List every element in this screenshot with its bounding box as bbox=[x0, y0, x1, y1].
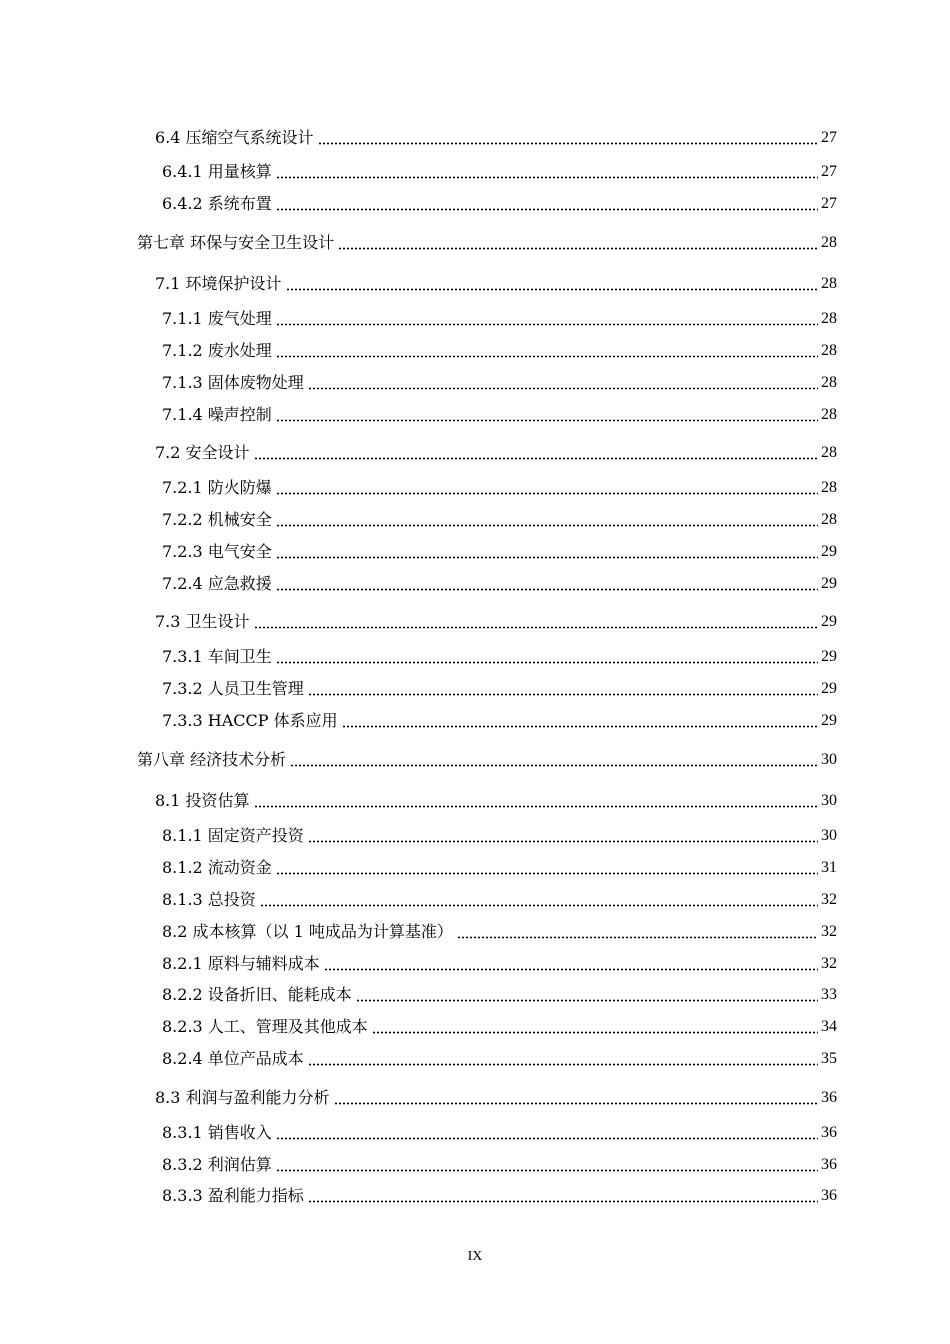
toc-dot-leader bbox=[276, 579, 818, 591]
toc-entry[interactable] bbox=[155, 789, 837, 811]
toc-entry-label: 7.2.3 电气安全 bbox=[162, 542, 272, 561]
toc-entry-label: 6.4 压缩空气系统设计 bbox=[155, 128, 314, 147]
toc-dot-leader bbox=[286, 279, 818, 291]
toc-entry-page: 30 bbox=[821, 792, 837, 809]
toc-dot-leader bbox=[276, 167, 818, 179]
toc-entry-page: 35 bbox=[821, 1050, 837, 1067]
toc-dot-leader bbox=[318, 133, 818, 145]
toc-entry[interactable] bbox=[155, 610, 837, 632]
toc-entry-label: 8.3.2 利润估算 bbox=[162, 1155, 272, 1174]
toc-dot-leader bbox=[276, 410, 818, 422]
toc-dot-leader bbox=[276, 547, 818, 559]
toc-entry-page: 27 bbox=[821, 163, 837, 180]
toc-entry-page: 28 bbox=[821, 444, 837, 461]
toc-entry-page: 32 bbox=[821, 891, 837, 908]
toc-dot-leader bbox=[308, 1054, 818, 1066]
toc-dot-leader bbox=[254, 617, 818, 629]
toc-entry[interactable] bbox=[162, 983, 837, 1005]
toc-entry-page: 30 bbox=[821, 751, 837, 768]
toc-entry-label: 8.3.1 销售收入 bbox=[162, 1123, 272, 1142]
toc-entry-label: 7.2.1 防火防爆 bbox=[162, 478, 272, 497]
toc-dot-leader bbox=[457, 927, 818, 939]
toc-entry[interactable] bbox=[162, 339, 837, 361]
toc-entry[interactable] bbox=[162, 1047, 837, 1069]
toc-entry-page: 28 bbox=[821, 511, 837, 528]
toc-dot-leader bbox=[276, 199, 818, 211]
toc-dot-leader bbox=[276, 652, 818, 664]
toc-entry-label: 第七章 环保与安全卫生设计 bbox=[137, 233, 335, 252]
toc-dot-leader bbox=[338, 238, 818, 250]
toc-entry[interactable] bbox=[162, 1121, 837, 1143]
toc-entry[interactable] bbox=[162, 476, 837, 498]
toc-entry-label: 6.4.2 系统布置 bbox=[162, 194, 272, 213]
toc-entry[interactable] bbox=[162, 540, 837, 562]
toc-dot-leader bbox=[308, 1191, 818, 1203]
toc-entry-page: 36 bbox=[821, 1187, 837, 1204]
toc-entry-page: 29 bbox=[821, 680, 837, 697]
toc-entry[interactable] bbox=[155, 441, 837, 463]
toc-entry-label: 第八章 经济技术分析 bbox=[137, 750, 287, 769]
toc-dot-leader bbox=[290, 755, 818, 767]
toc-dot-leader bbox=[308, 378, 818, 390]
toc-entry[interactable] bbox=[162, 677, 837, 699]
toc-entry-label: 8.2.4 单位产品成本 bbox=[162, 1049, 304, 1068]
toc-entry[interactable] bbox=[162, 508, 837, 530]
toc-entry-label: 6.4.1 用量核算 bbox=[162, 162, 272, 181]
toc-entry[interactable] bbox=[162, 709, 837, 731]
toc-dot-leader bbox=[254, 448, 818, 460]
toc-entry-page: 33 bbox=[821, 986, 837, 1003]
toc-entry-label: 8.1.3 总投资 bbox=[162, 890, 256, 909]
toc-entry-label: 7.3.2 人员卫生管理 bbox=[162, 679, 304, 698]
toc-entry-label: 7.1.4 噪声控制 bbox=[162, 405, 272, 424]
toc-dot-leader bbox=[276, 515, 818, 527]
toc-dot-leader bbox=[308, 684, 818, 696]
toc-entry-page: 27 bbox=[821, 129, 837, 146]
toc-entry[interactable] bbox=[162, 920, 837, 942]
toc-entry-label: 7.1.2 废水处理 bbox=[162, 341, 272, 360]
toc-entry[interactable] bbox=[155, 272, 837, 294]
toc-entry-page: 28 bbox=[821, 310, 837, 327]
toc-entry-label: 8.1.2 流动资金 bbox=[162, 858, 272, 877]
toc-entry-page: 28 bbox=[821, 374, 837, 391]
toc-entry-label: 7.1 环境保护设计 bbox=[155, 274, 282, 293]
toc-entry-page: 28 bbox=[821, 234, 837, 251]
toc-dot-leader bbox=[260, 895, 818, 907]
toc-entry-page: 36 bbox=[821, 1156, 837, 1173]
toc-entry-label: 8.2.1 原料与辅料成本 bbox=[162, 954, 320, 973]
toc-entry-page: 29 bbox=[821, 543, 837, 560]
toc-entry[interactable] bbox=[137, 748, 837, 770]
toc-entry[interactable] bbox=[162, 572, 837, 594]
toc-entry-label: 7.2 安全设计 bbox=[155, 443, 250, 462]
toc-entry[interactable] bbox=[155, 1086, 837, 1108]
toc-entry[interactable] bbox=[162, 1153, 837, 1175]
toc-dot-leader bbox=[356, 990, 818, 1002]
toc-entry[interactable] bbox=[162, 403, 837, 425]
toc-entry-page: 36 bbox=[821, 1124, 837, 1141]
toc-dot-leader bbox=[276, 483, 818, 495]
toc-entry[interactable] bbox=[162, 1015, 837, 1037]
toc-entry[interactable] bbox=[162, 645, 837, 667]
toc-entry-page: 30 bbox=[821, 827, 837, 844]
toc-entry-page: 29 bbox=[821, 613, 837, 630]
toc-entry-page: 28 bbox=[821, 479, 837, 496]
toc-entry-label: 7.1.3 固体废物处理 bbox=[162, 373, 304, 392]
toc-dot-leader bbox=[276, 863, 818, 875]
toc-entry-label: 8.3.3 盈利能力指标 bbox=[162, 1186, 304, 1205]
toc-entry[interactable] bbox=[162, 307, 837, 329]
toc-entry-label: 8.3 利润与盈利能力分析 bbox=[155, 1088, 330, 1107]
toc-entry[interactable] bbox=[162, 160, 837, 182]
toc-entry-label: 7.3.3 HACCP 体系应用 bbox=[162, 711, 338, 730]
toc-entry-page: 32 bbox=[821, 955, 837, 972]
toc-entry-page: 34 bbox=[821, 1018, 837, 1035]
toc-entry-label: 8.1.1 固定资产投资 bbox=[162, 826, 304, 845]
toc-entry-label: 7.1.1 废气处理 bbox=[162, 309, 272, 328]
toc-entry[interactable] bbox=[137, 231, 837, 253]
toc-entry[interactable] bbox=[155, 126, 837, 148]
toc-dot-leader bbox=[372, 1022, 818, 1034]
toc-entry[interactable] bbox=[162, 824, 837, 846]
toc-entry[interactable] bbox=[162, 371, 837, 393]
toc-entry[interactable] bbox=[162, 952, 837, 974]
toc-dot-leader bbox=[308, 831, 818, 843]
toc-entry-page: 29 bbox=[821, 648, 837, 665]
toc-dot-leader bbox=[276, 314, 818, 326]
toc-dot-leader bbox=[276, 1160, 818, 1172]
toc-entry-page: 28 bbox=[821, 342, 837, 359]
toc-entry-label: 8.1 投资估算 bbox=[155, 791, 250, 810]
toc-entry[interactable] bbox=[162, 856, 837, 878]
toc-entry[interactable] bbox=[162, 888, 837, 910]
toc-entry-page: 36 bbox=[821, 1089, 837, 1106]
toc-entry-page: 28 bbox=[821, 406, 837, 423]
toc-entry-page: 29 bbox=[821, 712, 837, 729]
toc-entry-page: 28 bbox=[821, 275, 837, 292]
toc-dot-leader bbox=[334, 1093, 818, 1105]
toc-entry-label: 7.3 卫生设计 bbox=[155, 612, 250, 631]
toc-entry-page: 27 bbox=[821, 195, 837, 212]
toc-dot-leader bbox=[342, 716, 818, 728]
toc-entry-label: 8.2 成本核算（以 1 吨成品为计算基准） bbox=[162, 922, 453, 941]
toc-entry[interactable] bbox=[162, 1184, 837, 1206]
toc-entry-label: 7.2.4 应急救援 bbox=[162, 574, 272, 593]
toc-entry-label: 8.2.3 人工、管理及其他成本 bbox=[162, 1017, 368, 1036]
toc-entry[interactable] bbox=[162, 192, 837, 214]
toc-dot-leader bbox=[276, 346, 818, 358]
toc-dot-leader bbox=[324, 959, 818, 971]
toc-entry-page: 32 bbox=[821, 923, 837, 940]
toc-entry-page: 29 bbox=[821, 575, 837, 592]
toc-entry-page: 31 bbox=[821, 859, 837, 876]
toc-entry-label: 7.2.2 机械安全 bbox=[162, 510, 272, 529]
toc-dot-leader bbox=[276, 1128, 818, 1140]
toc-entry-label: 8.2.2 设备折旧、能耗成本 bbox=[162, 985, 352, 1004]
page-footer-number: IX bbox=[467, 1249, 483, 1264]
toc-dot-leader bbox=[254, 796, 818, 808]
toc-entry-label: 7.3.1 车间卫生 bbox=[162, 647, 272, 666]
